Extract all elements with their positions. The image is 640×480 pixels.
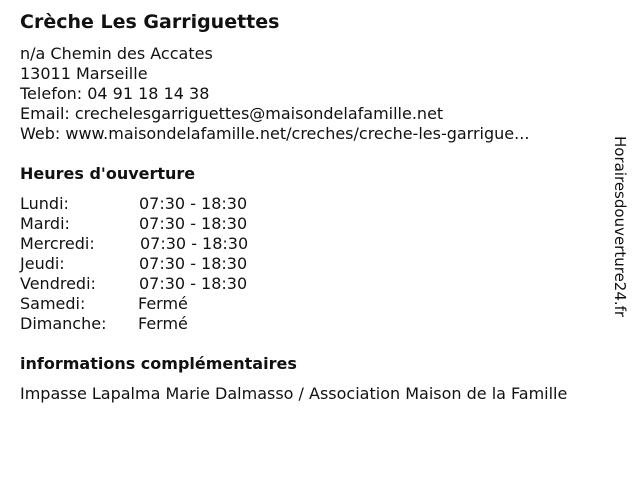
day-label: Samedi: bbox=[20, 294, 86, 313]
site-watermark: Horairesdouverture24.fr bbox=[611, 136, 629, 318]
city-line: 13011 Marseille bbox=[20, 64, 148, 83]
day-label: Dimanche: bbox=[20, 314, 107, 333]
hours-row-sunday bbox=[20, 314, 320, 334]
hours-row-thursday bbox=[20, 254, 320, 274]
hours-row-wednesday bbox=[20, 234, 320, 254]
day-hours: Fermé bbox=[138, 294, 188, 313]
hours-table bbox=[20, 194, 320, 334]
email-line: Email: crechelesgarriguettes@maisondelafamille.net bbox=[20, 104, 444, 123]
business-name: Crèche Les Garriguettes bbox=[20, 11, 280, 33]
street-address: n/a Chemin des Accates bbox=[20, 44, 213, 63]
phone-line: Telefon: 04 91 18 14 38 bbox=[20, 84, 210, 103]
day-label: Mardi: bbox=[20, 214, 70, 233]
hours-row-monday bbox=[20, 194, 320, 214]
extra-info-text: Impasse Lapalma Marie Dalmasso / Association Maison de la Famille bbox=[20, 384, 568, 403]
day-hours: Fermé bbox=[138, 314, 188, 333]
extra-info-heading: informations complémentaires bbox=[20, 354, 297, 373]
day-hours: 07:30 - 18:30 bbox=[139, 214, 248, 233]
day-hours: 07:30 - 18:30 bbox=[140, 234, 249, 253]
hours-row-tuesday bbox=[20, 214, 320, 234]
hours-heading: Heures d'ouverture bbox=[20, 164, 196, 183]
day-hours: 07:30 - 18:30 bbox=[139, 274, 248, 293]
day-label: Jeudi: bbox=[20, 254, 65, 273]
web-line: Web: www.maisondelafamille.net/creches/creche-les-garrigue... bbox=[20, 124, 530, 143]
hours-row-friday bbox=[20, 274, 320, 294]
day-hours: 07:30 - 18:30 bbox=[139, 194, 248, 213]
day-label: Vendredi: bbox=[20, 274, 96, 293]
day-label: Mercredi: bbox=[20, 234, 95, 253]
hours-row-saturday bbox=[20, 294, 320, 314]
day-label: Lundi: bbox=[20, 194, 69, 213]
address-block bbox=[20, 44, 529, 144]
day-hours: 07:30 - 18:30 bbox=[139, 254, 248, 273]
